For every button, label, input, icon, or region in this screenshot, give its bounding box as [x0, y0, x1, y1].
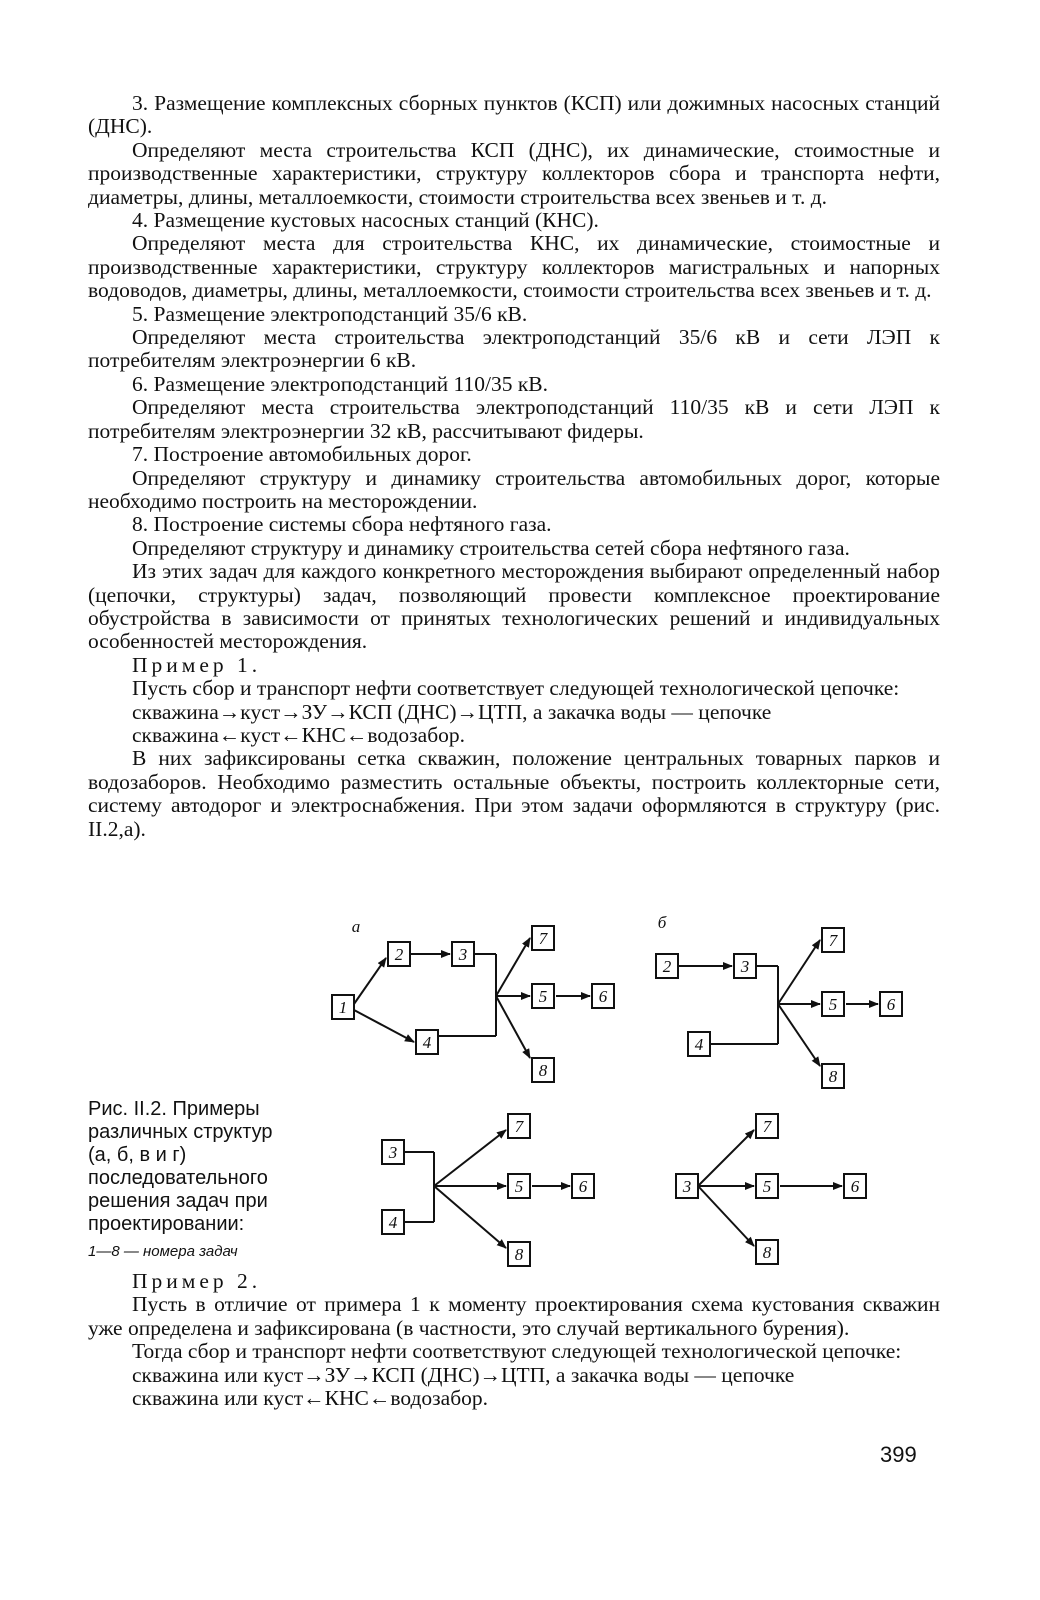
node-label: 6 — [598, 987, 608, 1006]
chain-line: скважина→куст→ЗУ→КСП (ДНС)→ЦТП, а закачка воды — цепочке — [132, 699, 772, 724]
figure-caption — [88, 1098, 284, 1263]
paragraph: Определяют места для строительства КНС, их динамические, стоимостные и производственные характеристики, структуру коллекторов магистральных и напорных водоводов, диаметры, длины, металлоемкости, стоимости строительства всех звеньев и т. д. — [88, 231, 940, 303]
node-label: 5 — [514, 1177, 524, 1196]
paragraph: Определяют места строительства КСП (ДНС), их динамические, стоимостные и производственные характеристики, структуру коллекторов сбора и транспорта нефти, диаметры, длины, металлоемкости, стоимости строительства всех звеньев и т. д. — [88, 137, 940, 209]
node-label: 3 — [682, 1177, 692, 1196]
chain-line: скважина или куст→ЗУ→КСП (ДНС)→ЦТП, а закачка воды — цепочке — [132, 1362, 795, 1387]
node-label: 7 — [762, 1117, 772, 1136]
node-label: 8 — [828, 1067, 838, 1086]
node-label: 4 — [388, 1213, 398, 1232]
page-number: 399 — [880, 1442, 917, 1467]
paragraph: В них зафиксированы сетка скважин, положение центральных товарных парков и водозаборов. Необходимо разместить остальные объекты, построить коллекторные сети, систему автодорог и электроснабжения. При этом задачи оформляются в структуру (рис. II.2,а). — [88, 746, 940, 841]
node-label: 6 — [578, 1177, 588, 1196]
node-label: 4 — [694, 1035, 704, 1054]
node-label: 7 — [514, 1117, 524, 1136]
structure-diagram — [320, 916, 940, 1278]
node-label: 3 — [740, 957, 750, 976]
section-heading: 6. Размещение электроподстанций 110/35 кВ. — [132, 371, 548, 396]
node-label: 6 — [886, 995, 896, 1014]
paragraph: Пусть в отличие от примера 1 к моменту проектирования схема кустования скважин уже определена и зафиксирована (в частности, это случай вертикального бурения). — [88, 1292, 940, 1340]
section-heading: 3. Размещение комплексных сборных пунктов (КСП) или дожимных насосных станций (ДНС). — [88, 91, 940, 139]
caption-text: Рис. II.2. Примеры различных структур (а, б, в и г) последовательного решения задач при проектировании: — [88, 1098, 273, 1235]
paragraph: Из этих задач для каждого конкретного месторождения выбирают определенный набор (цепочки, структуры) задач, позволяющий провести комплексное проектирование обустройства в зависимости от принятых технологических решений и индивидуальных особенностей месторождения. — [88, 559, 940, 654]
node-label: 3 — [458, 945, 468, 964]
paragraph: Определяют места строительства электроподстанций 35/6 кВ и сети ЛЭП к потребителям электроэнергии 6 кВ. — [88, 325, 940, 373]
node-label: 8 — [538, 1061, 548, 1080]
section-heading: 7. Построение автомобильных дорог. — [132, 442, 472, 467]
paragraph: Определяют структуру и динамику строительства автомобильных дорог, которые необходимо построить на месторождении. — [88, 465, 940, 513]
text-block-bottom — [88, 1270, 940, 1410]
node-label: 2 — [394, 945, 404, 964]
caption-note: 1—8 — номера задач — [88, 1243, 238, 1260]
panel-c — [404, 1130, 570, 1248]
node-label: 6 — [850, 1177, 860, 1196]
node-label: 8 — [762, 1243, 772, 1262]
section-heading: 8. Построение системы сбора нефтяного газа. — [132, 512, 552, 537]
paragraph: Определяют места строительства электроподстанций 110/35 кВ и сети ЛЭП к потребителям электроэнергии 32 кВ, рассчитывают фидеры. — [88, 395, 940, 443]
example-heading: Пример 2. — [132, 1269, 262, 1293]
node-label: 3 — [388, 1143, 398, 1162]
paragraph: Тогда сбор и транспорт нефти соответствуют следующей технологической цепочке: — [132, 1339, 902, 1364]
node-label: 5 — [828, 995, 838, 1014]
node-label: 8 — [514, 1245, 524, 1264]
chain-line: скважина или куст←КНС←водозабор. — [132, 1386, 489, 1411]
section-heading: 4. Размещение кустовых насосных станций (КНС). — [132, 208, 599, 233]
panel-label: а — [351, 917, 361, 936]
chain-line: скважина←куст←КНС←водозабор. — [132, 722, 466, 747]
node-label: 5 — [538, 987, 548, 1006]
node-label: 5 — [762, 1177, 772, 1196]
node-label: 4 — [422, 1033, 432, 1052]
node-label: 7 — [828, 931, 838, 950]
node-label: 1 — [338, 998, 348, 1017]
node-label: 2 — [662, 957, 672, 976]
node-label: 7 — [538, 929, 548, 948]
text-block-top — [88, 92, 940, 841]
paragraph: Определяют структуру и динамику строительства сетей сбора нефтяного газа. — [132, 535, 850, 560]
paragraph: Пусть сбор и транспорт нефти соответствует следующей технологической цепочке: — [132, 676, 900, 701]
section-heading: 5. Размещение электроподстанций 35/6 кВ. — [132, 301, 528, 326]
example-heading: Пример 1. — [132, 652, 262, 677]
panel-label: б — [657, 916, 667, 932]
